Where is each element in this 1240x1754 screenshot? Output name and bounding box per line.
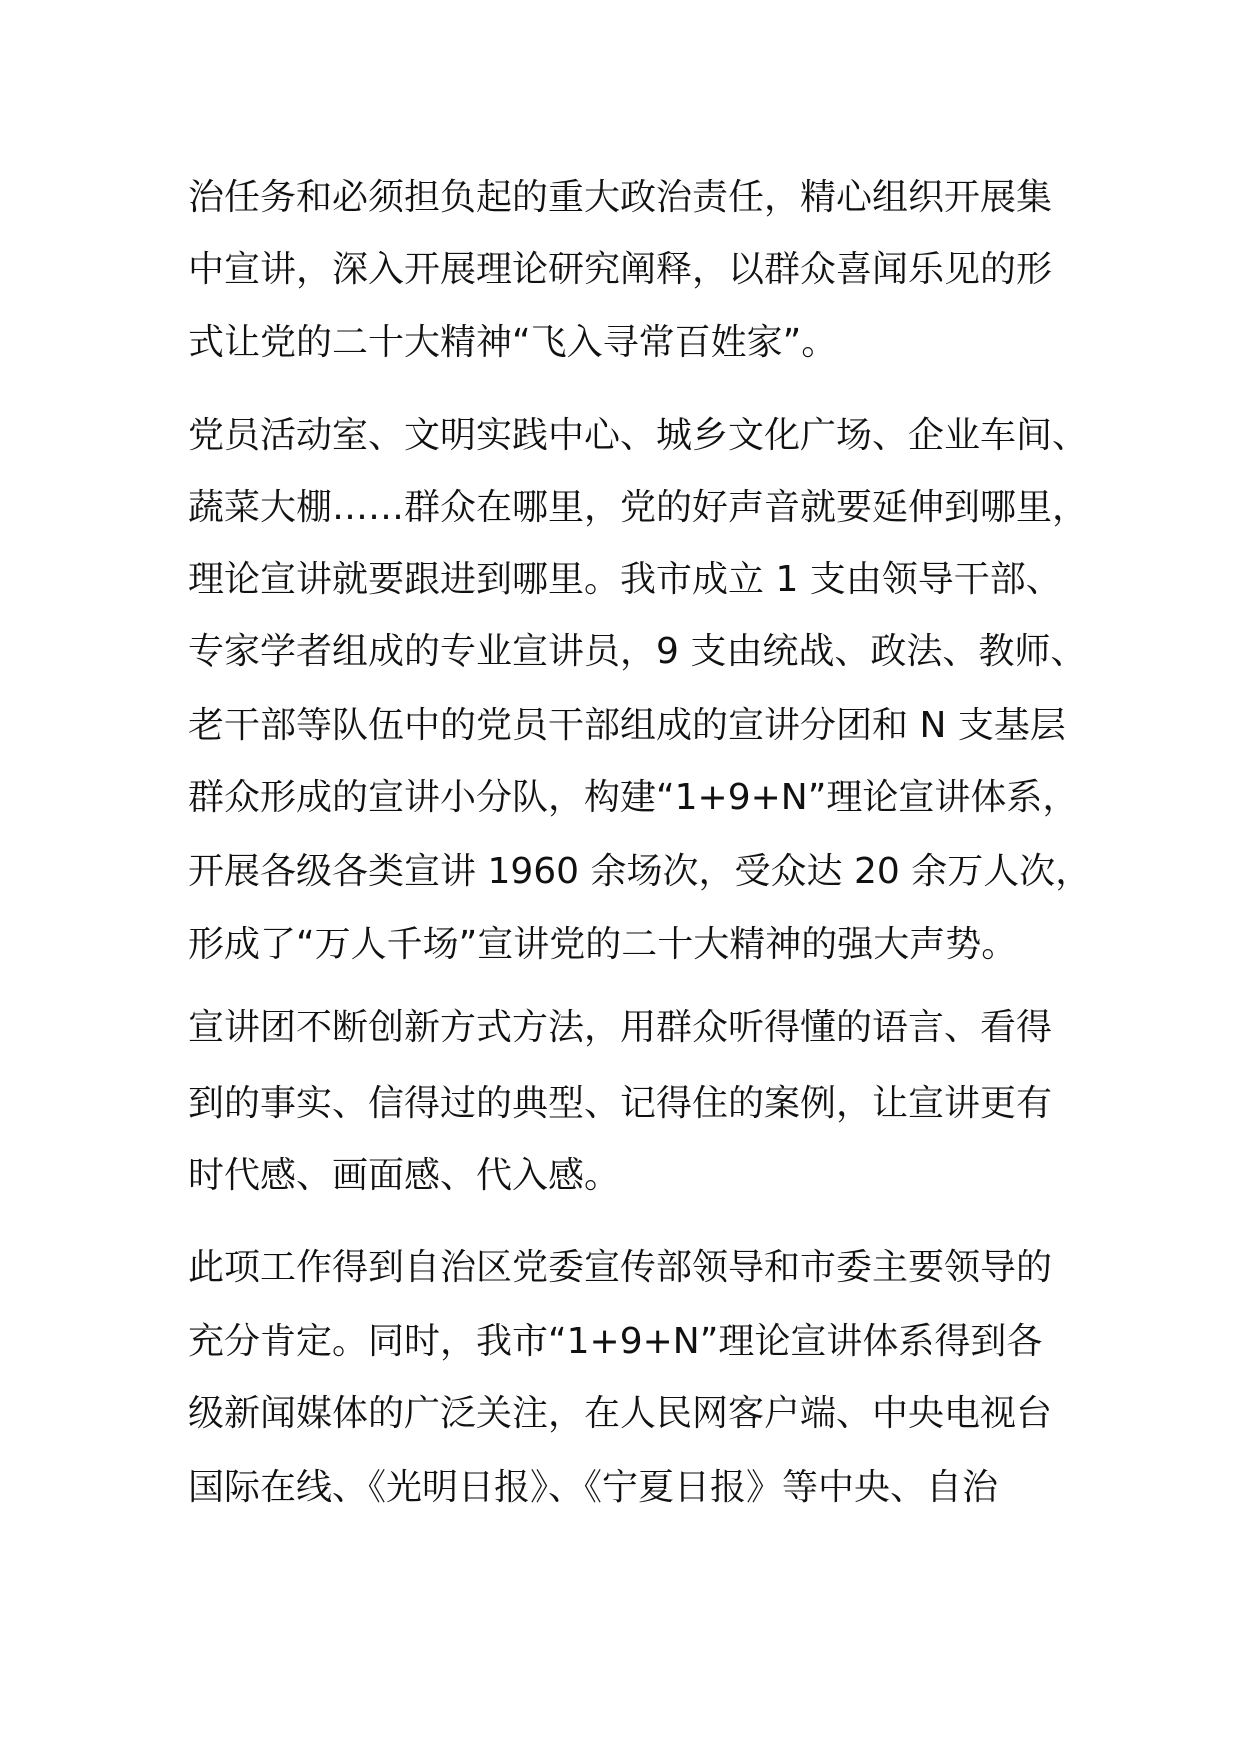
text-line: 此项工作得到自治区党委宣传部领导和市委主要领导的 (188, 1247, 1053, 1288)
text-line: 到的事实、信得过的典型、记得住的案例，让宣讲更有 (188, 1083, 1053, 1124)
text-line: 专家学者组成的专业宣讲员，9 支由统战、政法、教师、 (188, 631, 1087, 672)
text-line: 理论宣讲就要跟进到哪里。我市成立 1 支由领导干部、 (188, 559, 1062, 600)
text-line: 蔬菜大棚……群众在哪里，党的好声音就要延伸到哪里， (188, 487, 1089, 528)
text-line: 时代感、画面感、代入感。 (188, 1155, 621, 1196)
text-line: 中宣讲，深入开展理论研究阐释，以群众喜闻乐见的形 (188, 249, 1053, 290)
text-line: 开展各级各类宣讲 1960 余场次，受众达 20 余万人次， (188, 851, 1092, 892)
text-line: 充分肯定。同时，我市“1+9+N”理论宣讲体系得到各 (188, 1321, 1043, 1362)
text-line: 级新闻媒体的广泛关注，在人民网客户端、中央电视台 (188, 1393, 1053, 1434)
text-line: 国际在线、《光明日报》、《宁夏日报》等中央、自治 (188, 1467, 999, 1508)
text-line: 式让党的二十大精神“飞入寻常百姓家”。 (188, 322, 838, 363)
text-line: 老干部等队伍中的党员干部组成的宣讲分团和 N 支基层 (188, 705, 1066, 746)
text-line: 形成了“万人千场”宣讲党的二十大精神的强大声势。 (188, 924, 1018, 965)
text-line: 宣讲团不断创新方式方法，用群众听得懂的语言、看得 (188, 1007, 1053, 1048)
text-line: 群众形成的宣讲小分队，构建“1+9+N”理论宣讲体系， (188, 777, 1079, 818)
text-line: 治任务和必须担负起的重大政治责任，精心组织开展集 (188, 177, 1053, 218)
text-line: 党员活动室、文明实践中心、城乡文化广场、企业车间、 (188, 415, 1089, 456)
